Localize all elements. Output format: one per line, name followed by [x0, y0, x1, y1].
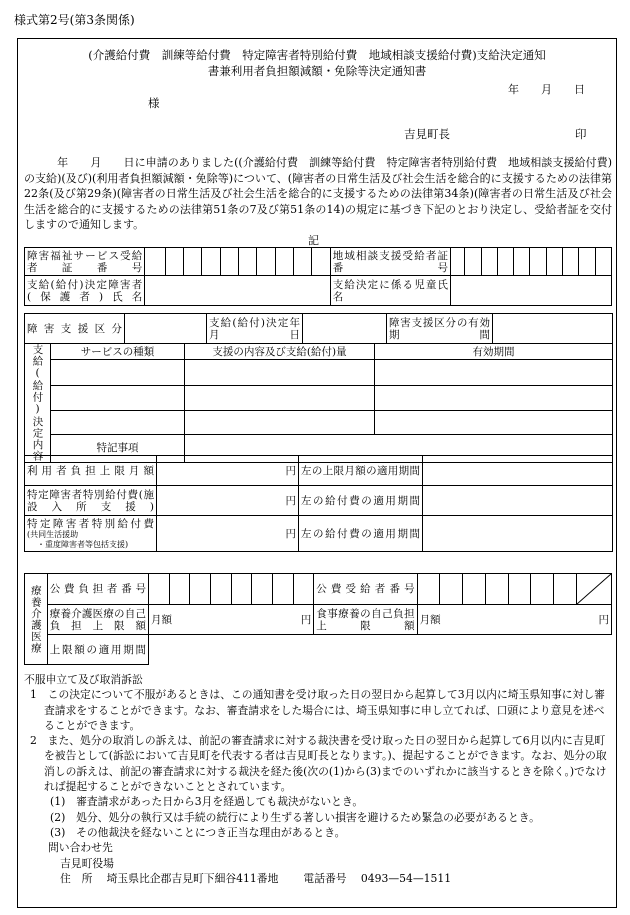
payer-number-digit[interactable]: [272, 574, 293, 605]
recipient-number-digit[interactable]: [485, 574, 508, 605]
office-name: 吉見町役場: [60, 856, 114, 870]
contact-heading: 問い合わせ先: [48, 841, 113, 855]
support-content-cell[interactable]: [185, 410, 375, 434]
child-name-field[interactable]: [450, 276, 611, 306]
special-items-label: 特記事項: [51, 434, 185, 462]
recipient-number-digit[interactable]: [417, 574, 440, 605]
welfare-cert-label: 障害福祉サービス受給者証番号: [25, 248, 145, 276]
yen-label: 円: [300, 613, 312, 626]
regional-cert-digit[interactable]: [481, 248, 497, 276]
notes-heading: 不服申立て及び取消訴訟: [24, 673, 143, 686]
payer-number-digit[interactable]: [149, 574, 170, 605]
welfare-cert-digit[interactable]: [275, 248, 293, 276]
special-benefit-group-title: 特定障害者特別給付費: [27, 517, 154, 530]
payer-number-label: 公費負担者番号: [47, 574, 148, 605]
recipient-number-digit[interactable]: [554, 574, 577, 605]
facility-benefit-period-field[interactable]: [423, 486, 613, 516]
service-type-cell[interactable]: [51, 360, 185, 386]
service-type-cell[interactable]: [51, 410, 185, 434]
date-placeholder: 年 月 日: [508, 83, 585, 96]
medical-care-table: [24, 573, 612, 665]
decision-content-table: [24, 343, 613, 463]
diagonal-slash-icon: [577, 574, 611, 604]
regional-cert-digit[interactable]: [465, 248, 481, 276]
monthly-label: 月額: [419, 613, 441, 626]
welfare-cert-digit[interactable]: [145, 248, 165, 276]
welfare-cert-digit[interactable]: [239, 248, 257, 276]
note-item-2: 2 また、処分の取消しの訴えは、前記の審査請求に対する裁決書を受け取った日の翌日から起算して6月以内に吉見町を被告として(訴訟において吉見町を代表する者は吉見町長となります。)、提起することができます。なお、処分の取消しの訴えは、前記の審査請求に対する裁決を経た後(次の(1)から(3)までのいずれかに該当するときを除く。)でなければ提起することができないこととされています。: [30, 734, 607, 794]
support-content-cell[interactable]: [185, 360, 375, 386]
special-benefit-group-label: [25, 516, 157, 552]
note-sub-1: (1) 審査請求があった日から3月を経過しても裁決がないとき。: [50, 795, 364, 809]
recipient-number-digit[interactable]: [463, 574, 486, 605]
welfare-cert-digit[interactable]: [257, 248, 275, 276]
recipient-number-digit[interactable]: [508, 574, 531, 605]
payer-number-digit[interactable]: [169, 574, 190, 605]
document-frame: [17, 38, 617, 908]
address-label: 住 所: [60, 871, 93, 885]
form-number: 様式第2号(第3条関係): [14, 13, 135, 27]
meal-limit-label: 食事療養の自己負担上限額: [314, 605, 417, 635]
self-burden-limit-label: 療養介護医療の自己負担上限額: [47, 605, 148, 635]
payer-number-digit[interactable]: [252, 574, 273, 605]
meal-limit-field[interactable]: [417, 605, 611, 635]
decided-person-label: 支給(給付)決定障害者(保護者)氏名: [25, 276, 145, 306]
welfare-cert-digit[interactable]: [312, 248, 330, 276]
regional-cert-digit[interactable]: [579, 248, 595, 276]
welfare-cert-digit[interactable]: [202, 248, 220, 276]
self-burden-limit-field[interactable]: [149, 605, 314, 635]
support-content-cell[interactable]: [185, 386, 375, 410]
valid-period-cell[interactable]: [375, 360, 613, 386]
note-sub-3: (3) その他裁決を経ないことにつき正当な理由があるとき。: [50, 825, 346, 839]
special-benefit-group-yen[interactable]: 円: [157, 516, 299, 552]
title-line-1: (介護給付費 訓練等給付費 特定障害者特別給付費 地域相談支援給付費)支給決定通知: [88, 48, 546, 62]
support-category-label: 障害支援区分: [25, 314, 125, 344]
payer-number-digit[interactable]: [190, 574, 211, 605]
address: 埼玉県比企郡吉見町下細谷411番地: [106, 871, 279, 885]
group-benefit-period-label: 左の給付費の適用期間: [299, 516, 423, 552]
limit-period-label: 左の上限月額の適用期間: [299, 456, 423, 486]
payer-number-digit[interactable]: [231, 574, 252, 605]
service-type-header: サービスの種類: [51, 344, 185, 360]
group-note-2: ・重度障害者等包括支援): [37, 539, 129, 549]
note-item-1: 1 この決定について不服があるときは、この通知書を受け取った日の翌日から起算して3月以内に埼玉県知事に対し審査請求をすることができます。なお、審査請求をした場合には、埼玉県知事に申し立てれば、口頭により意見を述べることができます。: [30, 688, 605, 732]
welfare-cert-digit[interactable]: [294, 248, 312, 276]
category-period-label: 障害支援区分の有効期間: [387, 314, 493, 344]
regional-cert-digit[interactable]: [514, 248, 530, 276]
valid-period-header: 有効期間: [375, 344, 613, 360]
decision-table: [24, 247, 612, 306]
child-name-label: 支給決定に係る児童氏名: [330, 276, 450, 306]
recipient-number-digit[interactable]: [440, 574, 463, 605]
seal-mark: 印: [575, 127, 587, 141]
phone-label: 電話番号: [303, 871, 347, 885]
address-line: [24, 871, 614, 886]
welfare-cert-digit[interactable]: [220, 248, 238, 276]
issuer: 吉見町長: [404, 127, 450, 141]
valid-period-cell[interactable]: [375, 410, 613, 434]
welfare-cert-digit[interactable]: [183, 248, 201, 276]
recipient-number-slash-cell: [576, 574, 611, 605]
title-line-2: 書兼利用者負担額減額・免除等決定通知書: [207, 64, 427, 78]
regional-cert-digit[interactable]: [546, 248, 562, 276]
body-paragraph: 年 月 日に申請のありました((介護給付費 訓練等給付費 特定障害者特別給付費 地域相談支援給付費)の支給)(及び)(利用者負担額減額・免除等)について、(障害者の日常生活及び社会生活を総合的に支援するための法律第22条(及び第29条)(障害者の日常生活及び社会生活を総合的に支援するための法律第34条)(障害者の日常生活及び社会生活を総合的に支援するための法律第51条の7及び第51条の14)の規定に基づき下記のとおり決定し、受給者証を交付しますので通知します。: [24, 156, 612, 231]
group-note-1: (共同生活援助: [27, 529, 79, 539]
decision-date-field[interactable]: [303, 314, 387, 344]
decision-content-label: 支給(給付)決定内容: [25, 344, 51, 463]
regional-cert-label: 地域相談支援受給者証番号: [330, 248, 450, 276]
group-benefit-period-field[interactable]: [423, 516, 613, 552]
recipient-number-label: 公費受給者番号: [314, 574, 417, 605]
limit-period-field[interactable]: [423, 456, 613, 486]
decided-person-field[interactable]: [145, 276, 330, 306]
monthly-label: 月額: [151, 613, 172, 626]
facility-benefit-period-label: 左の給付費の適用期間: [299, 486, 423, 516]
support-content-header: 支援の内容及び支給(給付)量: [185, 344, 375, 360]
limit-monthly-yen[interactable]: 円: [157, 456, 299, 486]
phone-number: 0493—54—1511: [360, 871, 452, 885]
welfare-cert-digit[interactable]: [165, 248, 183, 276]
yen-label: 円: [598, 613, 609, 626]
support-category-table: [24, 313, 613, 344]
special-benefit-facility-yen[interactable]: 円: [157, 486, 299, 516]
decision-date-label: 支給(給付)決定年月日: [207, 314, 303, 344]
recipient-number-digit[interactable]: [531, 574, 554, 605]
limit-period-label: 上限額の適用期間: [47, 635, 148, 665]
note-sub-2: (2) 処分、処分の執行又は手続の続行により生ずる著しい損害を避けるため緊急の必要があるとき。: [50, 810, 540, 824]
payer-number-digit[interactable]: [210, 574, 231, 605]
regional-cert-digit[interactable]: [563, 248, 579, 276]
regional-cert-digit[interactable]: [497, 248, 513, 276]
special-benefit-facility-label: 特定障害者特別給付費(施設入所支援): [25, 486, 157, 516]
regional-cert-digit[interactable]: [450, 248, 464, 276]
appeal-notes: [24, 672, 614, 886]
regional-cert-digit[interactable]: [530, 248, 546, 276]
valid-period-cell[interactable]: [375, 386, 613, 410]
limit-monthly-label: 利用者負担上限月額: [25, 456, 157, 486]
service-type-cell[interactable]: [51, 386, 185, 410]
medical-care-label: 療養介護医療: [25, 574, 48, 665]
payer-number-digit[interactable]: [293, 574, 314, 605]
recipient-suffix: 様: [148, 96, 160, 110]
limit-period-field[interactable]: [149, 635, 612, 665]
regional-cert-digit[interactable]: [595, 248, 611, 276]
ki-heading: 記: [308, 234, 319, 247]
burden-limit-table: [24, 455, 613, 552]
support-category-field[interactable]: [125, 314, 207, 344]
category-period-field[interactable]: [493, 314, 613, 344]
